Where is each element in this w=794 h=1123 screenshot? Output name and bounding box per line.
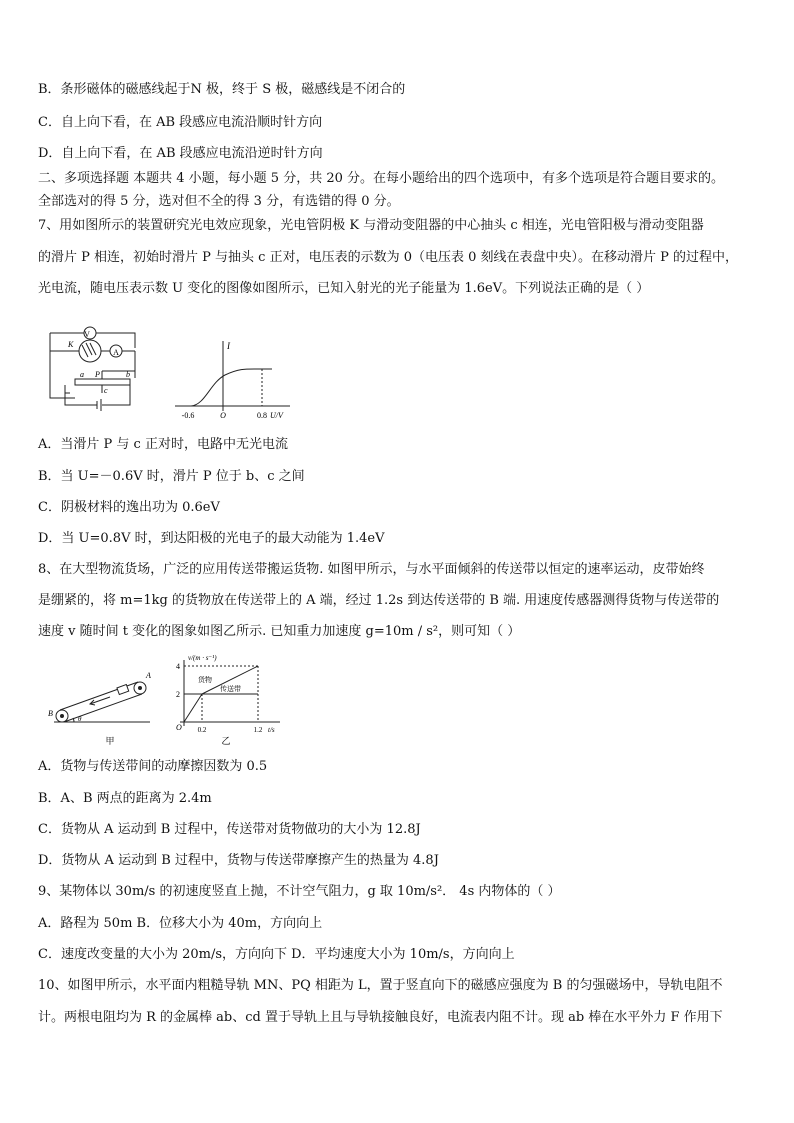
- section-heading: 二、多项选择题 本题共 4 小题，每小题 5 分，共 20 分。在每小题给出的四个选项中，有多个选项是符合题目要求的。: [38, 171, 725, 186]
- tick-2: 2: [176, 690, 180, 699]
- section-scoring: 全部选对的得 5 分，选对但不全的得 3 分，有选错的得 0 分。: [38, 194, 400, 209]
- q10-text-1: 10、如图甲所示，水平面内粗糙导轨 MN、PQ 相距为 L，置于竖直向下的磁感应强度为 B 的匀强磁场中，导轨电阻不: [38, 978, 723, 993]
- cargo-label: 货物: [198, 676, 212, 684]
- q8-option-b: B．A、B 两点的距离为 2.4m: [38, 791, 212, 806]
- q9-options-cd: C．速度改变量的大小为 20m/s，方向向下 D．平均速度大小为 10m/s，方向向上: [38, 947, 515, 962]
- q8-option-c: C．货物从 A 运动到 B 过程中，传送带对货物做功的大小为 12.8J: [38, 822, 421, 837]
- q7-text-1: 7、用如图所示的装置研究光电效应现象，光电管阴极 K 与滑动变阻器的中心抽头 c 相连，光电管阳极与滑动变阻器: [38, 218, 704, 233]
- origin-label: O: [220, 411, 226, 420]
- q7-option-b: B．当 U=－0.6V 时，滑片 P 位于 b、c 之间: [38, 469, 305, 484]
- q7-text-2: 的滑片 P 相连，初始时滑片 P 与抽头 c 正对，电压表的示数为 0（电压表 0 刻线在表盘中央）。在移动滑片 P 的过程中，: [38, 250, 739, 265]
- voltmeter-label: V: [84, 330, 90, 339]
- end-a-label: A: [146, 671, 151, 680]
- figure-yi-caption: 乙: [221, 736, 231, 746]
- q7-text-3: 光电流，随电压表示数 U 变化的图像如图所示，已知入射光的光子能量为 1.6eV。下列说法正确的是（ ）: [38, 281, 650, 296]
- option-6d: D．自上向下看，在 AB 段感应电流沿逆时针方向: [38, 146, 323, 161]
- tick-0-2: 0.2: [197, 726, 207, 734]
- end-b-label: B: [48, 709, 53, 718]
- conveyor-belt-diagram: [54, 682, 150, 722]
- q7-option-d: D．当 U=0.8V 时，到达阳极的光电子的最大动能为 1.4eV: [38, 531, 385, 546]
- i-axis-label: I: [227, 341, 230, 351]
- theta-label: θ: [78, 715, 82, 723]
- q8-text-1: 8、在大型物流货场，广泛的应用传送带搬运货物. 如图甲所示，与水平面倾斜的传送带以恒定的速率运动，皮带始终: [38, 562, 705, 577]
- tap-c-label: c: [104, 386, 108, 395]
- option-6c: C．自上向下看，在 AB 段感应电流沿顺时针方向: [38, 115, 323, 130]
- end-a-label: a: [80, 370, 84, 379]
- q8-text-2: 是绷紧的，将 m=1kg 的货物放在传送带上的 A 端，经过 1.2s 到达传送带的 B 端. 用速度传感器测得货物与传送带的: [38, 593, 720, 608]
- q7-option-c: C．阴极材料的逸出功为 0.6eV: [38, 500, 220, 515]
- q7-figure: [40, 313, 300, 423]
- q9-text: 9、某物体以 30m/s 的初速度竖直上抛，不计空气阻力，g 取 10m/s²． 4s 内物体的（ ）: [38, 884, 561, 899]
- q10-text-2: 计。两根电阻均为 R 的金属棒 ab、cd 置于导轨上且与导轨接触良好，电流表内阻不计。现 ab 棒在水平外力 F 作用下: [38, 1010, 723, 1025]
- option-6b: B．条形磁体的磁感线起于N 极，终于 S 极，磁感线是不闭合的: [38, 82, 406, 97]
- q8-option-d: D．货物从 A 运动到 B 过程中，货物与传送带摩擦产生的热量为 4.8J: [38, 853, 439, 868]
- tick-0-8: 0.8: [257, 411, 267, 420]
- tick-4: 4: [176, 662, 180, 671]
- q8-figure: [40, 650, 290, 750]
- origin-label: O: [176, 723, 182, 732]
- current-voltage-graph: [175, 341, 290, 411]
- q7-option-a: A．当滑片 P 与 c 正对时，电路中无光电流: [38, 437, 288, 452]
- end-b-label: b: [126, 370, 130, 379]
- figure-jia-caption: 甲: [105, 736, 115, 746]
- t-axis-label: t/s: [268, 726, 275, 734]
- belt-label: 传送带: [220, 685, 241, 693]
- cathode-label: K: [68, 340, 74, 349]
- q8-text-3: 速度 v 随时间 t 变化的图象如图乙所示. 已知重力加速度 g=10m / s²，则可知（ ）: [38, 624, 521, 639]
- tick-1-2: 1.2: [253, 726, 263, 734]
- slider-p-label: P: [95, 370, 100, 379]
- tick-neg-0-6: -0.6: [181, 411, 195, 420]
- photoelectric-circuit-diagram: [50, 327, 135, 411]
- u-axis-label: U/V: [270, 411, 283, 420]
- v-axis-label: v/(m · s⁻¹): [188, 654, 217, 662]
- velocity-time-graph: [180, 660, 280, 726]
- q8-option-a: A．货物与传送带间的动摩擦因数为 0.5: [38, 759, 268, 774]
- q9-options-ab: A．路程为 50m B．位移大小为 40m，方向向上: [38, 916, 323, 931]
- ammeter-label: A: [113, 348, 119, 357]
